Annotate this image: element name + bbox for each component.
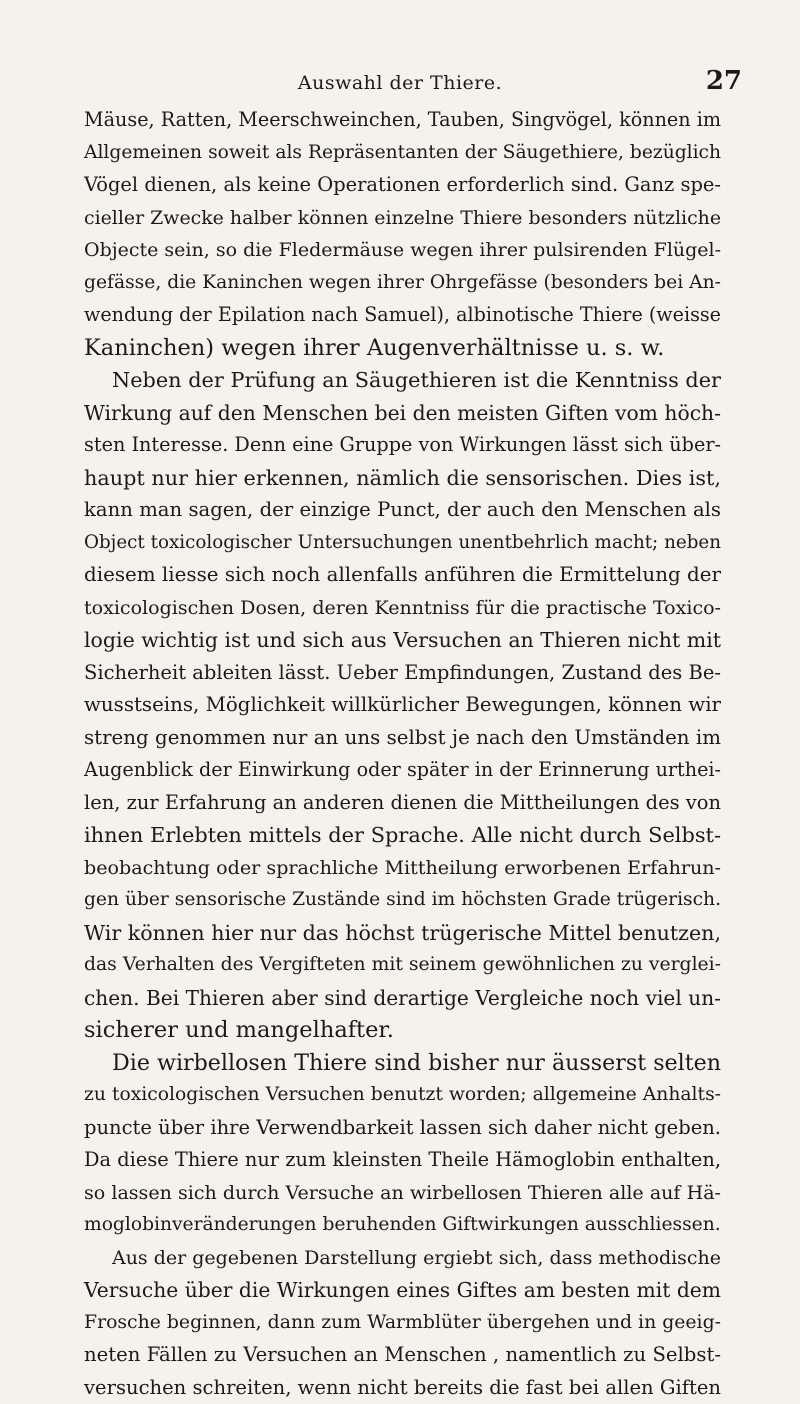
text-line: wendung der Epilation nach Samuel), albinotische Thiere (weisse [84, 299, 721, 332]
text-line: chen. Bei Thieren aber sind derartige Vergleiche noch viel un- [84, 982, 721, 1015]
text-line: kann man sagen, der einzige Punct, der auch den Menschen als [84, 494, 721, 527]
text-line: Kaninchen) wegen ihrer Augenverhältnisse u. s. w. [84, 332, 721, 365]
text-line: ihnen Erlebten mittels der Sprache. Alle nicht durch Selbst- [84, 819, 721, 852]
paragraph-start-line: Aus der gegebenen Darstellung ergiebt sich, dass methodische [84, 1242, 721, 1275]
text-line: gen über sensorische Zustände sind im höchsten Grade trügerisch. [84, 884, 721, 917]
text-line: das Verhalten des Vergifteten mit seinem gewöhnlichen zu verglei- [84, 949, 721, 982]
running-header [0, 72, 800, 102]
text-line: so lassen sich durch Versuche an wirbellosen Thieren alle auf Hä- [84, 1177, 721, 1210]
page-number: 27 [706, 66, 742, 96]
text-line: len, zur Erfahrung an anderen dienen die Mittheilungen des von [84, 787, 721, 820]
text-line: wusstseins, Möglichkeit willkürlicher Bewegungen, können wir [84, 689, 721, 722]
text-line: moglobinveränderungen beruhenden Giftwirkungen ausschliessen. [84, 1209, 721, 1242]
text-line: zu toxicologischen Versuchen benutzt worden; allgemeine Anhalts- [84, 1079, 721, 1112]
text-line: Objecte sein, so die Fledermäuse wegen ihrer pulsirenden Flügel- [84, 234, 721, 267]
text-line: diesem liesse sich noch allenfalls anführen die Ermittelung der [84, 559, 721, 592]
text-line: Wirkung auf den Menschen bei den meisten Giften vom höch- [84, 397, 721, 430]
text-line: streng genommen nur an uns selbst je nach den Umständen im [84, 722, 721, 755]
text-line: logie wichtig ist und sich aus Versuchen an Thieren nicht mit [84, 624, 721, 657]
text-line: Object toxicologischer Untersuchungen unentbehrlich macht; neben [84, 527, 721, 560]
text-line: haupt nur hier erkennen, nämlich die sensorischen. Dies ist, [84, 462, 721, 495]
text-line: neten Fällen zu Versuchen an Menschen , namentlich zu Selbst- [84, 1339, 721, 1372]
text-line: Versuche über die Wirkungen eines Giftes am besten mit dem [84, 1274, 721, 1307]
text-line: cieller Zwecke halber können einzelne Thiere besonders nützliche [84, 202, 721, 235]
text-line: puncte über ihre Verwendbarkeit lassen sich daher nicht geben. [84, 1112, 721, 1145]
text-line: Vögel dienen, als keine Operationen erforderlich sind. Ganz spe- [84, 169, 721, 202]
text-line: Mäuse, Ratten, Meerschweinchen, Tauben, Singvögel, können im [84, 104, 721, 137]
text-line: versuchen schreiten, wenn nicht bereits die fast bei allen Giften [84, 1372, 721, 1404]
text-line: Frosche beginnen, dann zum Warmblüter übergehen und in geeig- [84, 1307, 721, 1340]
body-text [84, 104, 721, 1404]
text-line: Augenblick der Einwirkung oder später in der Erinnerung urthei- [84, 754, 721, 787]
running-title: Auswahl der Thiere. [0, 72, 800, 94]
text-line: gefässe, die Kaninchen wegen ihrer Ohrgefässe (besonders bei An- [84, 267, 721, 300]
text-line: Allgemeinen soweit als Repräsentanten der Säugethiere, bezüglich [84, 137, 721, 170]
text-line: Da diese Thiere nur zum kleinsten Theile Hämoglobin enthalten, [84, 1144, 721, 1177]
text-line: sicherer und mangelhafter. [84, 1014, 721, 1047]
paragraph-start-line: Die wirbellosen Thiere sind bisher nur äusserst selten [84, 1047, 721, 1080]
text-line: toxicologischen Dosen, deren Kenntniss für die practische Toxico- [84, 592, 721, 625]
text-line: sten Interesse. Denn eine Gruppe von Wirkungen lässt sich über- [84, 429, 721, 462]
paragraph-start-line: Neben der Prüfung an Säugethieren ist die Kenntniss der [84, 364, 721, 397]
text-line: Sicherheit ableiten lässt. Ueber Empfindungen, Zustand des Be- [84, 657, 721, 690]
text-line: Wir können hier nur das höchst trügerische Mittel benutzen, [84, 917, 721, 950]
text-line: beobachtung oder sprachliche Mittheilung erworbenen Erfahrun- [84, 852, 721, 885]
